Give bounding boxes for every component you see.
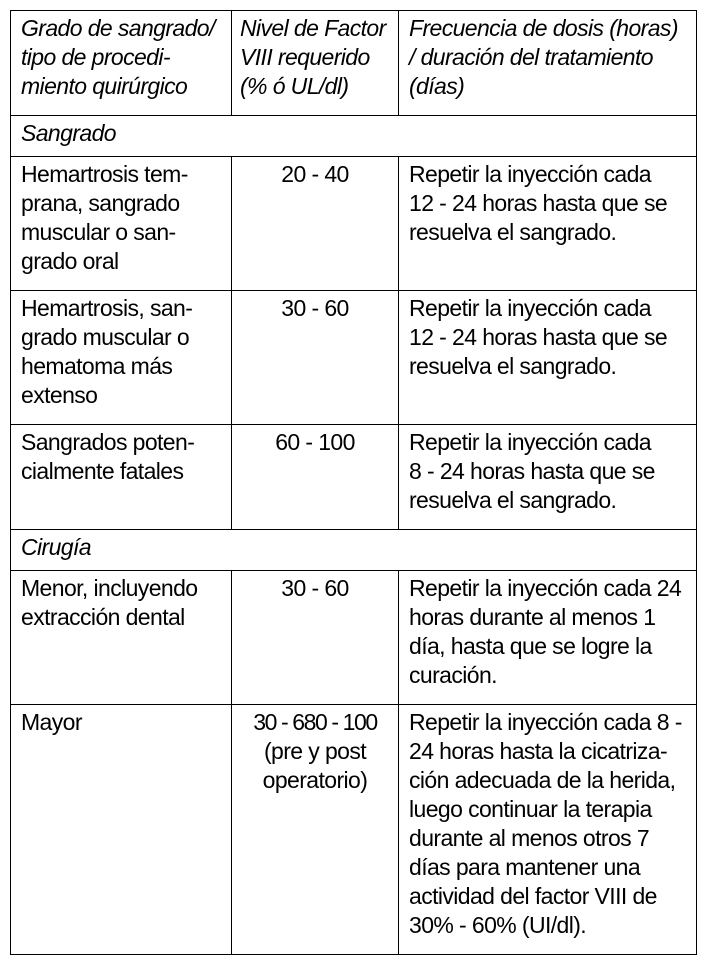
cell-line: 30 - 680 - 100 bbox=[253, 709, 377, 735]
cell-type bbox=[11, 571, 232, 705]
section-row bbox=[11, 116, 697, 157]
table-header-row bbox=[11, 11, 697, 116]
cell-frequency bbox=[399, 291, 697, 425]
cell-line: Sangrados poten- bbox=[21, 429, 195, 455]
cell-line: 20 - 40 bbox=[281, 161, 349, 187]
section-title-cirugia: Cirugía bbox=[11, 530, 697, 571]
table-row bbox=[11, 291, 697, 425]
cell-type bbox=[11, 425, 232, 530]
section-row bbox=[11, 530, 697, 571]
cell-line: grado oral bbox=[21, 248, 119, 274]
cell-line: Repetir la inyección cada bbox=[409, 295, 651, 321]
cell-line: durante al menos otros 7 bbox=[409, 825, 650, 851]
cell-line: muscular o san- bbox=[21, 219, 176, 245]
cell-line: 30% - 60% (UI/dl). bbox=[409, 912, 587, 938]
cell-line: 8 - 24 horas hasta que se bbox=[409, 458, 655, 484]
cell-line: hematoma más bbox=[21, 353, 173, 379]
cell-line: días para mantener una bbox=[409, 854, 641, 880]
cell-frequency bbox=[399, 705, 697, 955]
header-line: Grado de sangrado/ bbox=[21, 15, 215, 41]
cell-line: Hemartrosis tem- bbox=[21, 161, 188, 187]
header-dose-frequency bbox=[399, 11, 697, 116]
header-line: Nivel de Factor bbox=[240, 15, 386, 41]
cell-line: 12 - 24 horas hasta que se bbox=[409, 324, 668, 350]
cell-line: Repetir la inyección cada bbox=[409, 429, 651, 455]
cell-level bbox=[232, 157, 399, 291]
cell-type bbox=[11, 157, 232, 291]
table-row bbox=[11, 425, 697, 530]
header-line: tipo de procedi- bbox=[21, 44, 170, 70]
cell-line: resuelva el sangrado. bbox=[409, 219, 617, 245]
header-line: (días) bbox=[409, 73, 465, 99]
cell-level bbox=[232, 571, 399, 705]
cell-line: 30 - 60 bbox=[281, 575, 349, 601]
cell-line: cialmente fatales bbox=[21, 458, 184, 484]
cell-frequency bbox=[399, 571, 697, 705]
cell-line: Menor, incluyendo bbox=[21, 575, 198, 601]
cell-level bbox=[232, 425, 399, 530]
cell-type bbox=[11, 705, 232, 955]
cell-line: Repetir la inyección cada 8 - bbox=[409, 709, 682, 735]
factor-viii-dosing-table bbox=[10, 10, 697, 955]
section-title-sangrado: Sangrado bbox=[11, 116, 697, 157]
cell-level bbox=[232, 291, 399, 425]
cell-line: Repetir la inyección cada bbox=[409, 161, 651, 187]
header-line: (% ó UL/dl) bbox=[240, 73, 349, 99]
header-bleeding-type bbox=[11, 11, 232, 116]
header-line: VIII requerido bbox=[240, 44, 370, 70]
cell-line: prana, sangrado bbox=[21, 190, 180, 216]
cell-line: actividad del factor VIII de bbox=[409, 883, 657, 909]
cell-line: 30 - 60 bbox=[281, 295, 349, 321]
cell-line: extenso bbox=[21, 382, 98, 408]
header-line: Frecuencia de dosis (horas) bbox=[409, 15, 678, 41]
cell-line: día, hasta que se logre la bbox=[409, 633, 652, 659]
table-row bbox=[11, 157, 697, 291]
table-row bbox=[11, 705, 697, 955]
cell-line: horas durante al menos 1 bbox=[409, 604, 656, 630]
cell-frequency bbox=[399, 157, 697, 291]
cell-line: resuelva el sangrado. bbox=[409, 487, 617, 513]
cell-type bbox=[11, 291, 232, 425]
cell-line: luego continuar la terapia bbox=[409, 796, 652, 822]
cell-line: Hemartrosis, san- bbox=[21, 295, 193, 321]
cell-line: 60 - 100 bbox=[275, 429, 355, 455]
cell-line: grado muscular o bbox=[21, 324, 190, 350]
cell-line: extracción dental bbox=[21, 604, 185, 630]
cell-line: Mayor bbox=[21, 709, 82, 735]
table-row bbox=[11, 571, 697, 705]
cell-level bbox=[232, 705, 399, 955]
cell-line: 12 - 24 horas hasta que se bbox=[409, 190, 668, 216]
cell-line: Repetir la inyección cada 24 bbox=[409, 575, 682, 601]
cell-line: 24 horas hasta la cicatriza- bbox=[409, 738, 668, 764]
cell-line: (pre y post bbox=[263, 738, 367, 764]
header-line: / duración del tratamiento bbox=[409, 44, 653, 70]
header-line: miento quirúrgico bbox=[21, 73, 188, 99]
cell-frequency bbox=[399, 425, 697, 530]
cell-line: curación. bbox=[409, 662, 497, 688]
header-factor-level bbox=[232, 11, 399, 116]
cell-line: ción adecuada de la herida, bbox=[409, 767, 676, 793]
cell-line: resuelva el sangrado. bbox=[409, 353, 617, 379]
cell-line: operatorio) bbox=[262, 767, 368, 793]
